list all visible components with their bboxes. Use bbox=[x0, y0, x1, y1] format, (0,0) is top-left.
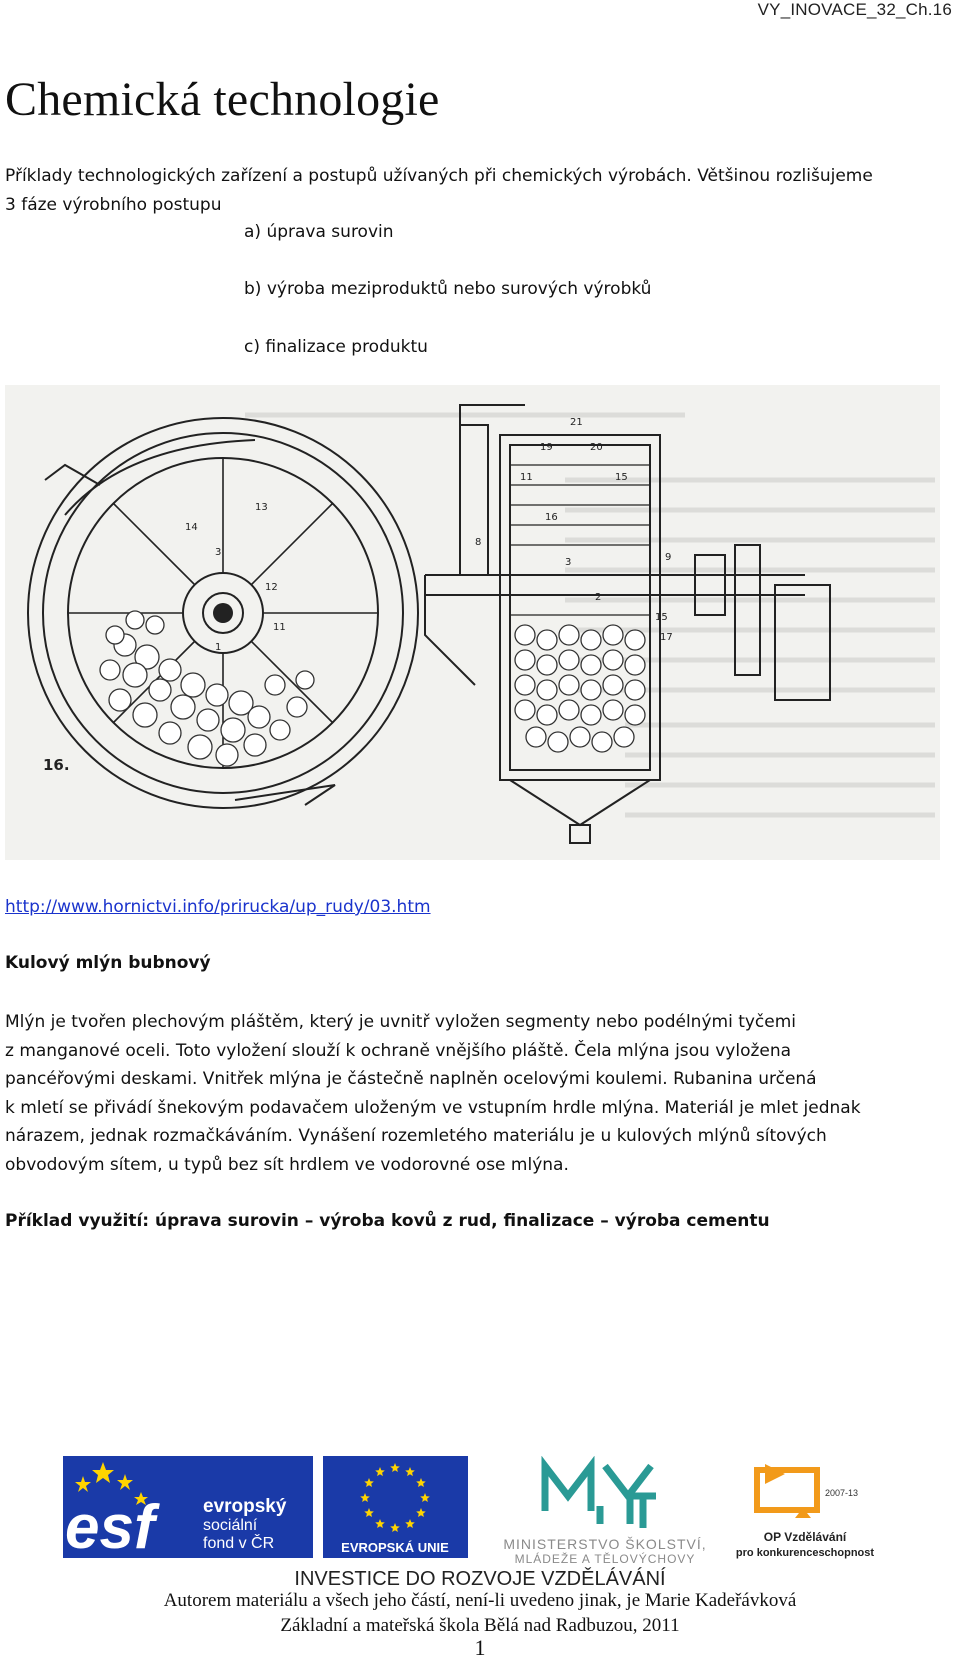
opvk-logo bbox=[735, 1456, 900, 1566]
callout-label: 3 bbox=[565, 557, 572, 568]
esf-text-line: fond v ČR bbox=[203, 1535, 275, 1552]
callout-label: 21 bbox=[570, 417, 583, 428]
esf-big-text: esf bbox=[65, 1493, 155, 1558]
intro-line: Příklady technologických zařízení a postupů užívaných při chemických výrobách. Většinou rozlišujeme bbox=[5, 166, 873, 186]
callout-label: 2 bbox=[595, 592, 602, 603]
description-line: obvodovým sítem, u typů bez sít hrdlem ve vodorovné ose mlýna. bbox=[5, 1154, 569, 1175]
page-number: 1 bbox=[474, 1635, 486, 1660]
msmt-text-line: MINISTERSTVO ŠKOLSTVÍ, bbox=[503, 1536, 707, 1552]
description-line: nárazem, jednak rozmačkáváním. Vynášení rozemletého materiálu je u kulových mlýnů sítových bbox=[5, 1126, 827, 1146]
callout-label: 19 bbox=[540, 442, 553, 453]
step-item: c) finalizace produktu bbox=[244, 337, 428, 357]
figure-number: 16. bbox=[43, 756, 70, 774]
eu-label: EVROPSKÁ UNIE bbox=[341, 1540, 449, 1555]
callout-label: 12 bbox=[265, 582, 278, 593]
callout-label: 14 bbox=[185, 522, 198, 533]
callout-label: 11 bbox=[520, 472, 533, 483]
callout-label: 9 bbox=[665, 552, 672, 563]
description-line: z manganové oceli. Toto vyložení slouží k ochraně vnějšího pláště. Čela mlýna jsou vyložena bbox=[5, 1040, 792, 1061]
description-line: Mlýn je tvořen plechovým pláštěm, který je uvnitř vyložen segmenty nebo podélnými tyčemi bbox=[5, 1012, 797, 1032]
school-note: Základní a mateřská škola Bělá nad Radbuzou, 2011 bbox=[280, 1615, 680, 1636]
step-item: b) výroba meziproduktů nebo surových výrobků bbox=[244, 279, 652, 299]
ball-mill-figure bbox=[5, 385, 940, 860]
page-title: Chemická technologie bbox=[5, 73, 440, 126]
author-note: Autorem materiálu a všech jeho částí, není-li uvedeno jinak, je Marie Kadeřávková bbox=[163, 1590, 797, 1611]
section-heading: Kulový mlýn bubnový bbox=[5, 953, 211, 973]
ball-mill-drawing bbox=[5, 385, 940, 860]
esf-text-line: evropský bbox=[203, 1496, 287, 1517]
opvk-years: 2007-13 bbox=[825, 1488, 859, 1498]
callout-label: 1 bbox=[215, 642, 222, 653]
opvk-text-line: pro konkurenceschopnost bbox=[735, 1547, 875, 1559]
callout-label: 8 bbox=[475, 537, 482, 548]
msmt-logo-graphic bbox=[480, 1456, 730, 1566]
step-item: a) úprava surovin bbox=[244, 222, 394, 242]
eu-logo bbox=[323, 1456, 468, 1558]
callout-label: 11 bbox=[273, 622, 286, 633]
callout-label: 20 bbox=[590, 442, 603, 453]
callout-label: 15 bbox=[655, 612, 668, 623]
callout-label: 13 bbox=[255, 502, 268, 513]
intro-line: 3 fáze výrobního postupu bbox=[5, 194, 222, 215]
investment-slogan: INVESTICE DO ROZVOJE VZDĚLÁVÁNÍ bbox=[294, 1568, 666, 1590]
intro-paragraph bbox=[5, 162, 950, 219]
description-line: pancéřovými deskami. Vnitřek mlýna je částečně naplněn ocelovými koulemi. Rubanina určená bbox=[5, 1069, 817, 1089]
opvk-logo-graphic bbox=[735, 1456, 900, 1566]
callout-label: 3 bbox=[215, 547, 222, 558]
callout-label: 15 bbox=[615, 472, 628, 483]
eu-flag bbox=[323, 1456, 468, 1558]
callout-label: 17 bbox=[660, 632, 673, 643]
msmt-logo bbox=[480, 1456, 730, 1566]
opvk-text-line: OP Vzdělávání bbox=[763, 1530, 847, 1544]
description-paragraph bbox=[5, 1008, 955, 1179]
esf-logo-graphic bbox=[63, 1456, 313, 1558]
document-id: VY_INOVACE_32_Ch.16 bbox=[757, 0, 952, 19]
esf-text-line: sociální bbox=[203, 1517, 258, 1534]
msmt-text-line: MLÁDEŽE A TĚLOVÝCHOVY bbox=[514, 1552, 696, 1566]
example-usage: Příklad využití: úprava surovin – výroba kovů z rud, finalizace – výroba cementu bbox=[5, 1211, 770, 1231]
description-line: k mletí se přivádí šnekovým podavačem uloženým ve vstupním hrdle mlýna. Materiál je mlet jednak bbox=[5, 1097, 861, 1118]
source-link[interactable]: http://www.hornictvi.info/prirucka/up_rudy/03.htm bbox=[5, 897, 431, 917]
callout-label: 16 bbox=[545, 512, 558, 523]
esf-logo bbox=[63, 1456, 313, 1558]
